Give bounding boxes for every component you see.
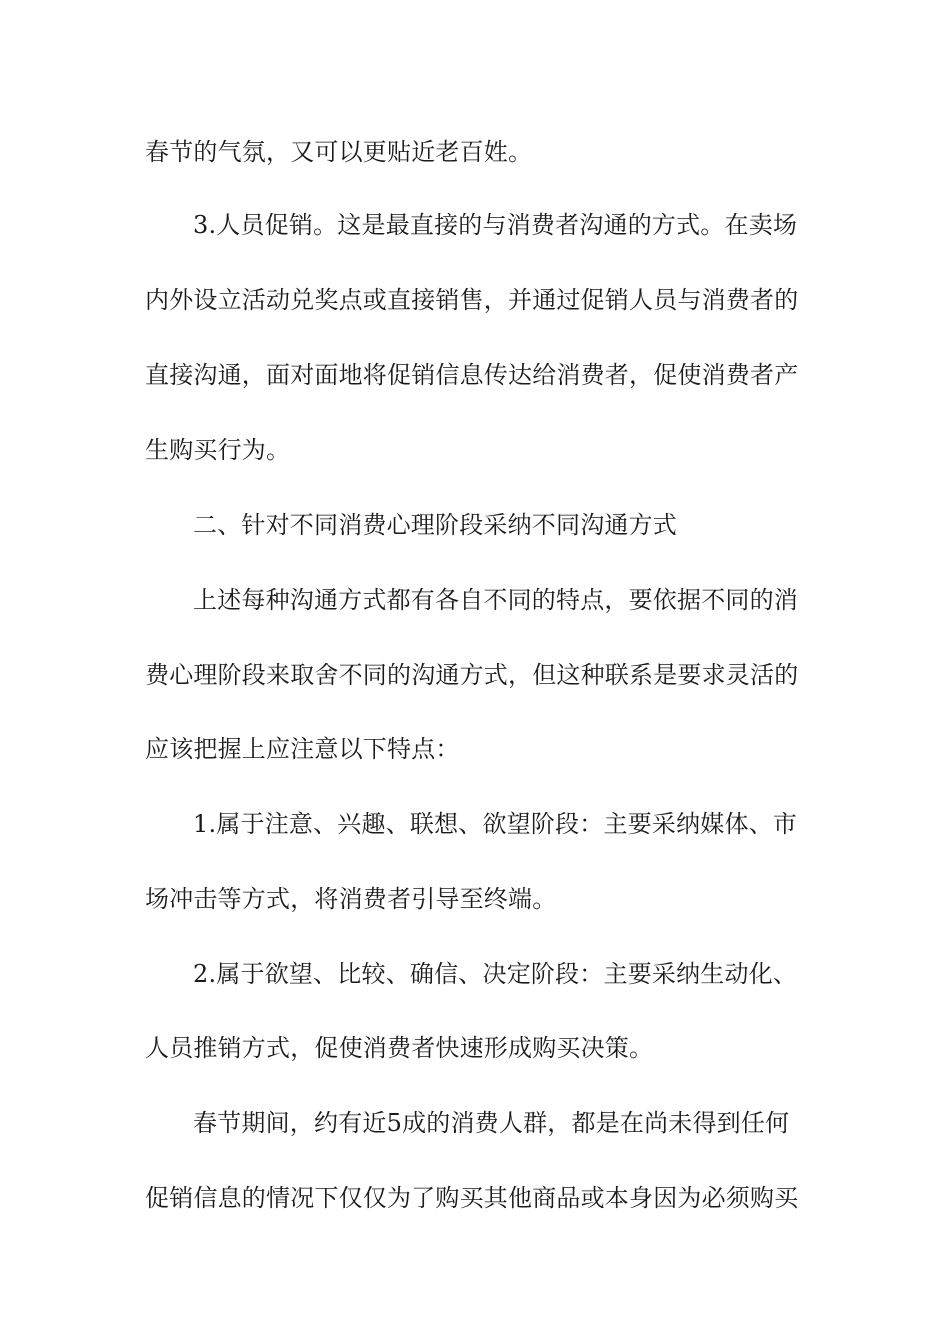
paragraph-line: 促销信息的情况下仅仅为了购买其他商品或本身因为必须购买 — [145, 1184, 799, 1212]
paragraph-line: 生购买行为。 — [145, 436, 291, 464]
paragraph-line: 费心理阶段来取舍不同的沟通方式，但这种联系是要求灵活的 — [145, 661, 799, 689]
paragraph-line: 春节的气氛，又可以更贴近老百姓。 — [145, 138, 533, 166]
paragraph-line: 直接沟通，面对面地将促销信息传达给消费者，促使消费者产 — [145, 361, 799, 389]
paragraph-line: 应该把握上应注意以下特点： — [145, 735, 460, 763]
paragraph-line: 春节期间，约有近5成的消费人群，都是在尚未得到任何 — [193, 1109, 790, 1137]
section-heading: 二、针对不同消费心理阶段采纳不同沟通方式 — [193, 511, 677, 539]
paragraph-line: 人员推销方式，促使消费者快速形成购买决策。 — [145, 1034, 654, 1062]
paragraph-line: 上述每种沟通方式都有各自不同的特点，要依据不同的消 — [193, 586, 798, 614]
paragraph-line: 场冲击等方式，将消费者引导至终端。 — [145, 885, 557, 913]
paragraph-line: 内外设立活动兑奖点或直接销售，并通过促销人员与消费者的 — [145, 286, 799, 314]
paragraph-line: 2.属于欲望、比较、确信、决定阶段：主要采纳生动化、 — [193, 960, 798, 988]
paragraph-line: 1.属于注意、兴趣、联想、欲望阶段：主要采纳媒体、市 — [193, 810, 798, 838]
paragraph-line: 3.人员促销。这是最直接的与消费者沟通的方式。在卖场 — [193, 211, 798, 239]
